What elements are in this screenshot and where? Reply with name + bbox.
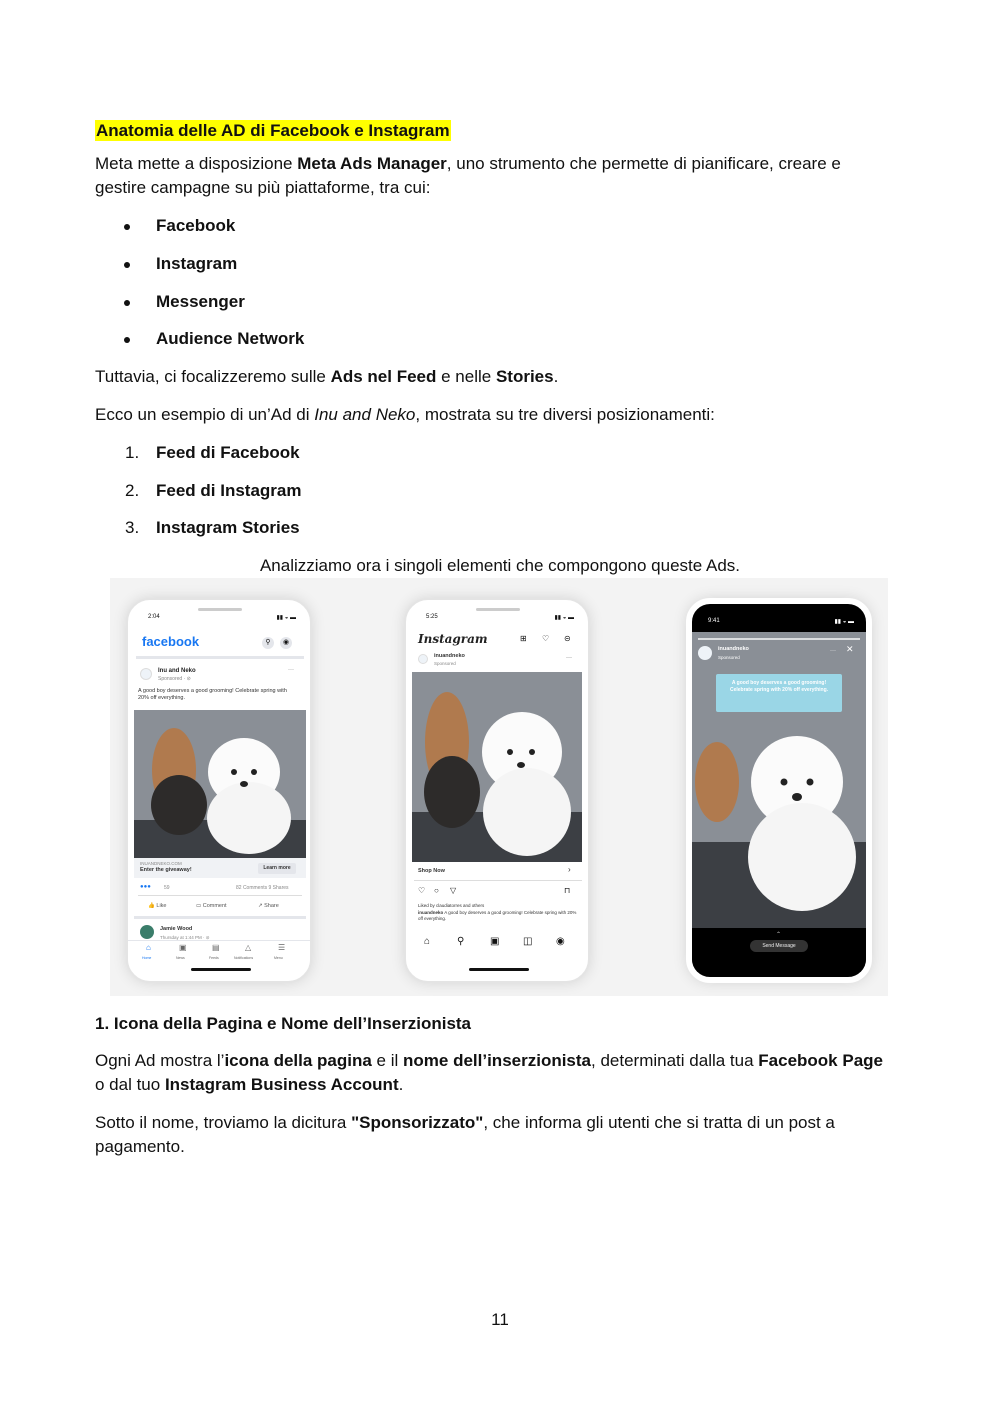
page-avatar [418, 654, 428, 664]
heart-icon[interactable]: ♡ [418, 886, 426, 895]
section-title: 1. Icona della Pagina e Nome dell’Inserzionista [95, 1014, 472, 1033]
account-name: inuandneko [434, 653, 465, 659]
nav-label: News [176, 956, 185, 960]
send-message-button[interactable]: Send Message [750, 940, 808, 952]
bookmark-icon[interactable]: ⊓ [564, 886, 571, 895]
bullet-icon [124, 300, 130, 306]
liked-by: Liked by claudiatorres and others [418, 903, 485, 908]
share-button[interactable]: ↗ Share [258, 903, 279, 909]
ad-image [134, 710, 306, 858]
focus-paragraph: Tuttavia, ci focalizzeremo sulle Ads nel Feed e nelle Stories. [95, 367, 559, 386]
bullet-icon [124, 224, 130, 230]
comment-icon[interactable]: ○ [434, 886, 439, 895]
search-icon[interactable]: ⚲ [457, 936, 465, 947]
shop-icon[interactable]: ◫ [523, 936, 533, 947]
facebook-logo: facebook [142, 634, 200, 649]
instagram-logo: Instagram [418, 632, 488, 646]
instagram-feed-mockup [404, 598, 590, 983]
story-text-bubble: A good boy deserves a good grooming! Celebrate spring with 20% off everything. [716, 674, 842, 712]
ad-placements-figure [110, 578, 888, 996]
bullet-icon [124, 337, 130, 343]
more-icon: ··· [566, 655, 572, 661]
more-icon: ··· [288, 667, 294, 673]
instagram-story-mockup [686, 598, 872, 983]
ig-caption: inuandneko A good boy deserves a good grooming! Celebrate spring with 20% off everything. [418, 910, 577, 921]
news-icon[interactable]: ▣ [179, 943, 187, 952]
page-avatar [698, 646, 712, 660]
section-heading: Anatomia delle AD di Facebook e Instagram [96, 121, 450, 140]
commenter-name: Jamie Wood [160, 926, 193, 932]
search-icon: ⚲ [262, 637, 274, 649]
notifications-icon[interactable]: △ [245, 943, 252, 952]
reaction-count: 59 [164, 885, 170, 891]
document-page: Anatomia delle AD di Facebook e Instagram Meta mette a disposizione Meta Ads Manager, uno strumento che permette di pianificare, creare e gestire campagne su più piattaforme, tra cui: Facebook Instagram Messenger Audience Network Tuttavia, ci focalizzeremo sulle Ads nel Feed e nelle Stories. Ecco un esempio di un’Ad di Inu and Neko, mostrata su tre diversi posizionamenti: 1. Feed di Facebook 2. Feed di Instagram 3. Instagram Stories Analizziamo ora i singoli elementi che compongono queste Ads. 2:04 ▮▮ ◒ ▬ facebook ⚲ ◉ Inu and Neko Sponsored · ⊘ ··· A good boy deserves a good grooming! Celebrate spring with 20% off everything. INUANDNEKO.COM Enter the giveaway! Learn more ●●● 59 82 Comments 9 Shares 👍 Like ▭ Comment ↗ Share Jamie Wood Thursday at 1:44 PM · ⊘ ⌂ ▣ ▤ △ ☰ Home News Feeds Notifications Menu 5:25 ▮▮ ◒ ▬ Instagram ⊞ ♡ ⊝ inuandneko Sponsored ··· Shop Now › ♡ ○ ▽ ⊓ Liked by claudiatorres and others inuandneko A good boy deserves a good grooming! Celebrate spring with 20% off everything. ⌂ ⚲ ▣ ◫ ◉ 9:41 ▮▮ ◒ ▬ inuandneko Sponsored ··· ✕ A good boy deserves a good grooming! Celebrate spring with 20% off everything. ⌃ Send Message 1. Icona della Pagina e Nome dell’Inserzionista Ogni Ad mostra l’icona della pagina e il nome dell’inserzionista, determinati dalla tua Facebook Page o dal tuo Instagram Business Account. Sotto il nome, troviamo la dicitura "Sponsorizzato", che informa gli utenti che si tratta di un post a pagamento. 11 [0, 0, 1000, 1414]
link-domain: INUANDNEKO.COM [140, 861, 182, 866]
comment-share-count: 82 Comments 9 Shares [236, 885, 289, 891]
page-avatar [140, 668, 152, 680]
add-icon[interactable]: ⊞ [520, 634, 527, 643]
shop-now-link[interactable]: Shop Now [418, 868, 445, 874]
chevron-right-icon: › [568, 865, 571, 874]
section-paragraph: Sotto il nome, troviamo la dicitura "Sponsorizzato", che informa gli utenti che si tratta di un post a pagamento. [95, 1113, 835, 1156]
example-paragraph: Ecco un esempio di un’Ad di Inu and Neko, mostrata su tre diversi posizionamenti: [95, 405, 715, 424]
signal-icon: ▮▮ ◒ ▬ [554, 615, 574, 621]
sponsored-label: Sponsored [434, 661, 456, 666]
reactions-icon: ●●● [140, 884, 151, 890]
link-title: Enter the giveaway! [140, 867, 192, 873]
ad-image [412, 672, 582, 862]
home-icon[interactable]: ⌂ [146, 943, 151, 952]
ad-text: A good boy deserves a good grooming! Celebrate spring with 20% off everything. [138, 688, 287, 701]
like-button[interactable]: 👍 Like [148, 903, 167, 909]
messenger-icon: ◉ [280, 637, 292, 649]
figure-caption: Analizziamo ora i singoli elementi che compongono queste Ads. [259, 556, 741, 575]
learn-more-button[interactable]: Learn more [258, 863, 296, 874]
section-paragraph: Ogni Ad mostra l’icona della pagina e il nome dell’inserzionista, determinati dalla tua Facebook Page o dal tuo Instagram Business Account. [95, 1051, 883, 1094]
intro-paragraph: Meta mette a disposizione Meta Ads Manager, uno strumento che permette di pianificare, creare e gestire campagne su più piattaforme, tra cui: [95, 154, 841, 197]
status-time: 5:25 [426, 614, 438, 620]
chevron-up-icon: ⌃ [776, 932, 782, 938]
more-icon: ··· [830, 648, 836, 654]
profile-icon[interactable]: ◉ [556, 936, 565, 947]
heart-icon[interactable]: ♡ [542, 634, 550, 643]
nav-label: Home [142, 956, 152, 960]
nav-label: Notifications [234, 956, 254, 960]
signal-icon: ▮▮ ◒ ▬ [276, 615, 296, 621]
nav-label: Feeds [209, 956, 219, 960]
home-icon[interactable]: ⌂ [424, 936, 431, 947]
messenger-icon[interactable]: ⊝ [564, 634, 571, 643]
feeds-icon[interactable]: ▤ [212, 943, 220, 952]
comment-button[interactable]: ▭ Comment [196, 903, 227, 909]
status-time: 2:04 [148, 614, 160, 620]
send-icon[interactable]: ▽ [450, 886, 457, 895]
nav-label: Menu [274, 956, 283, 960]
status-time: 9:41 [708, 618, 720, 624]
bullet-icon [124, 262, 130, 268]
menu-icon[interactable]: ☰ [278, 943, 286, 952]
close-icon[interactable]: ✕ [846, 644, 854, 654]
facebook-feed-mockup [126, 598, 312, 983]
page-number: 11 [491, 1310, 509, 1329]
comment-time: Thursday at 1:44 PM · ⊘ [160, 935, 210, 940]
avatar [140, 925, 154, 939]
sponsored-label: Sponsored [718, 655, 740, 660]
signal-icon: ▮▮ ◒ ▬ [834, 619, 854, 625]
sponsored-label: Sponsored · ⊘ [158, 676, 191, 682]
reels-icon[interactable]: ▣ [490, 936, 500, 947]
account-name: inuandneko [718, 646, 749, 652]
page-name: Inu and Neko [158, 668, 196, 674]
